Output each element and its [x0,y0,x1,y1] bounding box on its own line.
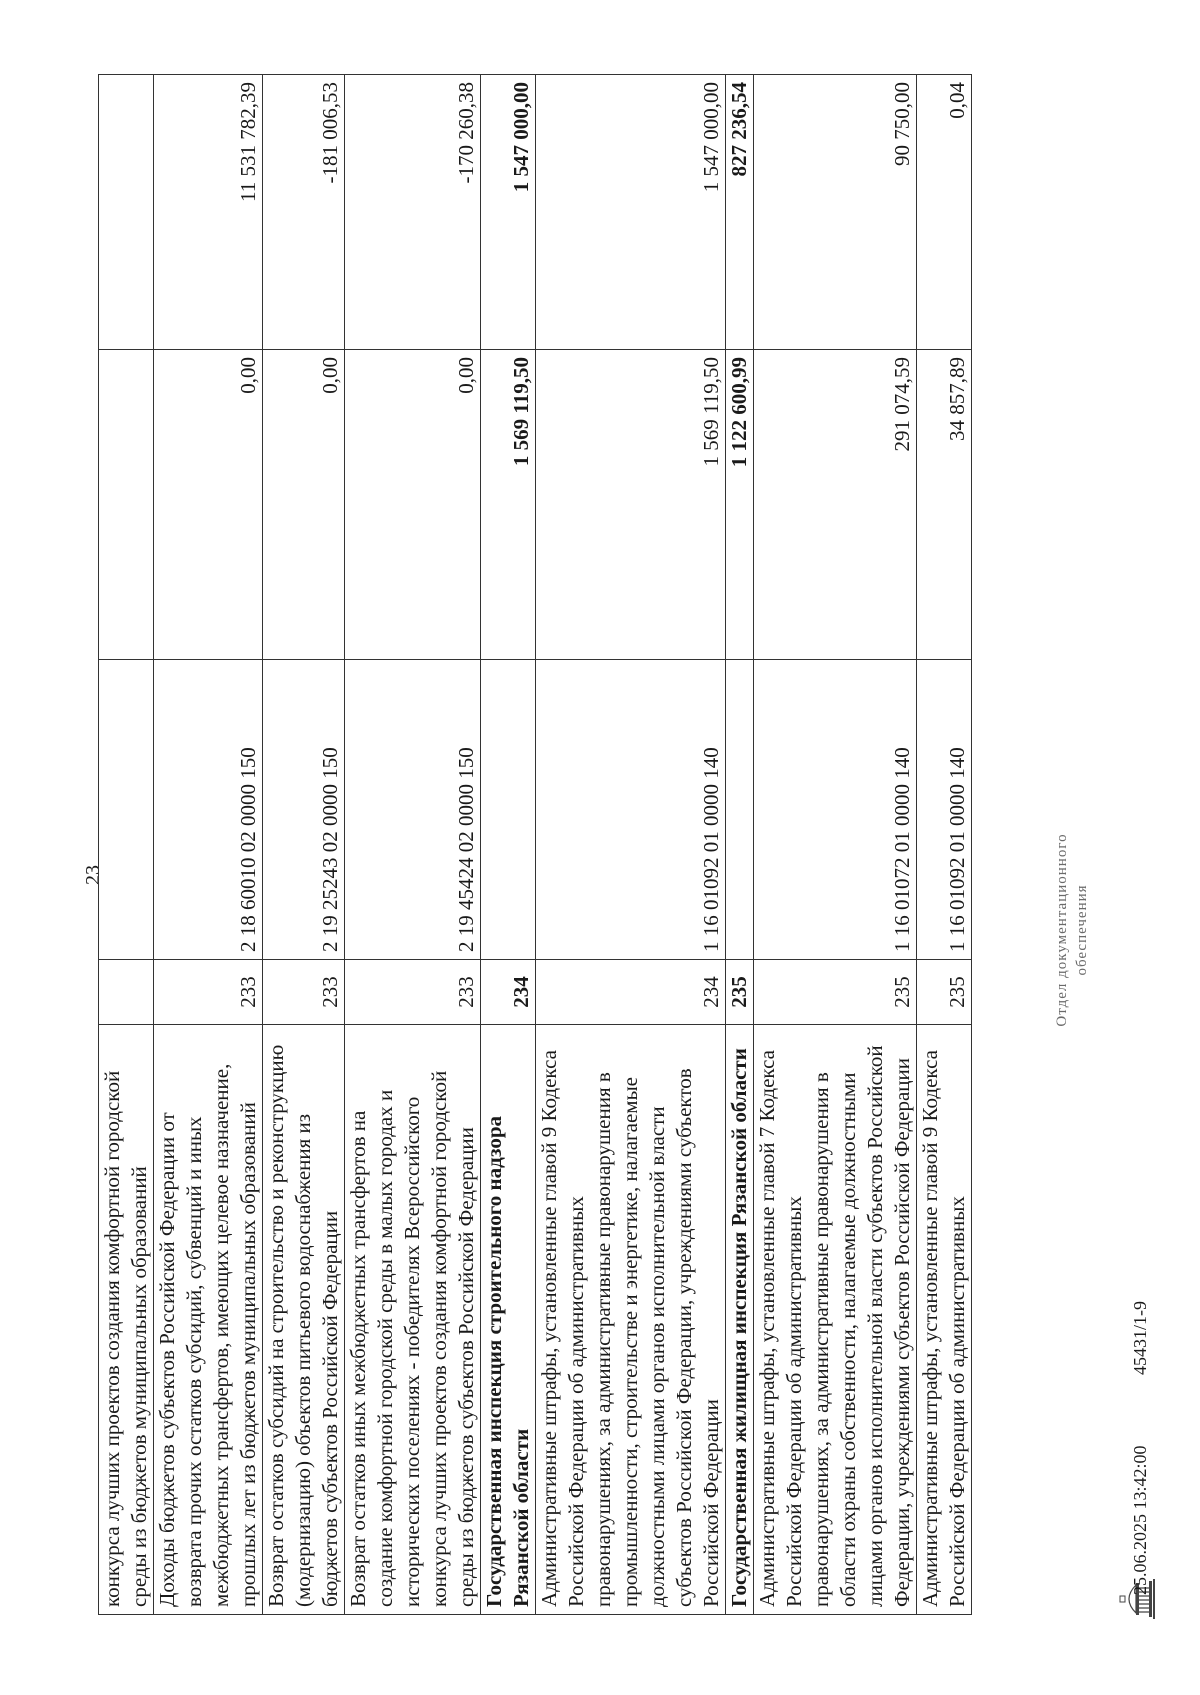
description-line: Административные штрафы, установленные главой 9 Кодекса [537,1050,561,1607]
budget-class-code: 2 19 25243 02 0000 150 [263,660,345,960]
table-row [917,75,972,1615]
description-line: Возврат остатков иных межбюджетных трансфертов на [346,1110,370,1607]
footer-document-id: 45431/1-9 [1130,1301,1150,1375]
table-row [481,75,536,1615]
description-line: возврата прочих остатков субсидий, субвенций и иных [182,1116,206,1607]
value-second: 1 547 000,00 [481,75,536,350]
table-row [263,75,345,1615]
admin-code: 233 [345,960,481,1025]
description-line: правонарушениях, за административные правонарушения в [591,1072,615,1607]
description-line: Возврат остатков субсидий на строительство и реконструкцию [264,1044,288,1607]
revenue-table-body [99,75,972,1615]
description-line: Административные штрафы, установленные главой 7 Кодекса [755,1050,779,1607]
description-line: Рязанской области [509,1428,533,1607]
description-line: Административные штрафы, установленные главой 9 Кодекса [918,1050,942,1607]
value-second: 827 236,54 [726,75,754,350]
footer-date: 25.06.2025 13:42:00 [1130,1445,1150,1595]
value-second: 0,04 [917,75,972,350]
description-line: среды из бюджетов муниципальных образований [127,1166,151,1607]
budget-class-code [99,660,154,960]
admin-code: 233 [154,960,263,1025]
table-row [345,75,481,1615]
admin-code: 234 [536,960,726,1025]
value-second [99,75,154,350]
description-line: исторических поселениях - победителях Всероссийского [400,1096,424,1607]
table-row [99,75,154,1615]
row-description [726,1025,754,1615]
description-line: субъектов Российской Федерации, учреждениями субъектов [672,1068,696,1607]
description-line: Федерации, учреждениями субъектов Российской Федерации [890,1057,914,1607]
description-line: создание комфортной городской среды в малых городах и [373,1089,397,1607]
row-description [481,1025,536,1615]
value-second: 90 750,00 [754,75,917,350]
description-line: Российской Федерации об административных [945,1196,969,1607]
description-line: должностными лицами органов исполнительной власти [645,1106,669,1607]
row-description [345,1025,481,1615]
stamp-line-2: обеспечения [1074,884,1090,976]
description-line: лицами органов исполнительной власти субъектов Российской [863,1045,887,1607]
value-first: 291 074,59 [754,350,917,660]
budget-class-code: 2 18 60010 02 0000 150 [154,660,263,960]
value-first: 0,00 [154,350,263,660]
budget-class-code: 1 16 01072 01 0000 140 [754,660,917,960]
department-stamp [1052,780,1092,1080]
row-description [754,1025,917,1615]
row-description [99,1025,154,1615]
description-line: межбюджетных трансфертов, имеющих целевое назначение, [209,1063,233,1607]
budget-class-code: 2 19 45424 02 0000 150 [345,660,481,960]
description-line: прошлых лет из бюджетов муниципальных образований [236,1102,260,1607]
value-first: 34 857,89 [917,350,972,660]
admin-code: 235 [726,960,754,1025]
description-line: области охраны собственности, налагаемые должностными [836,1072,860,1607]
description-line: промышленности, строительстве и энергетике, налагаемые [618,1076,642,1607]
value-second: -181 006,53 [263,75,345,350]
value-first: 1 569 119,50 [481,350,536,660]
page-number: 23 [82,865,104,885]
description-line: Государственная инспекция строительного надзора [482,1115,506,1607]
budget-class-code [726,660,754,960]
table-row [726,75,754,1615]
row-description [154,1025,263,1615]
row-description [917,1025,972,1615]
description-line: правонарушениях, за административные правонарушения в [809,1072,833,1607]
value-first: 1 122 600,99 [726,350,754,660]
value-first: 0,00 [263,350,345,660]
description-line: (модернизацию) объектов питьевого водоснабжения из [291,1113,315,1607]
value-first [99,350,154,660]
value-first: 0,00 [345,350,481,660]
description-line: Российской Федерации [699,1399,723,1607]
revenue-table [98,74,972,1615]
description-line: конкурса лучших проектов создания комфортной городской [100,1070,124,1607]
description-line: Российской Федерации об административных [564,1196,588,1607]
description-line: Государственная жилищная инспекция Рязанской области [727,1048,751,1607]
budget-class-code: 1 16 01092 01 0000 140 [917,660,972,960]
admin-code: 234 [481,960,536,1025]
table-row [536,75,726,1615]
description-line: бюджетов субъектов Российской Федерации [318,1210,342,1607]
description-line: среды из бюджетов субъектов Российской Федерации [454,1127,478,1607]
value-first: 1 569 119,50 [536,350,726,660]
admin-code: 235 [917,960,972,1025]
table-row [754,75,917,1615]
description-line: Российской Федерации об административных [782,1196,806,1607]
description-line: конкурса лучших проектов создания комфортной городской [427,1070,451,1607]
description-line: Доходы бюджетов субъектов Российской Федерации от [155,1112,179,1607]
admin-code [99,960,154,1025]
admin-code: 233 [263,960,345,1025]
table-row [154,75,263,1615]
row-description [536,1025,726,1615]
row-description [263,1025,345,1615]
value-second: -170 260,38 [345,75,481,350]
value-second: 11 531 782,39 [154,75,263,350]
budget-class-code: 1 16 01092 01 0000 140 [536,660,726,960]
budget-class-code [481,660,536,960]
stamp-line-1: Отдел документационного [1054,833,1070,1027]
admin-code: 235 [754,960,917,1025]
value-second: 1 547 000,00 [536,75,726,350]
